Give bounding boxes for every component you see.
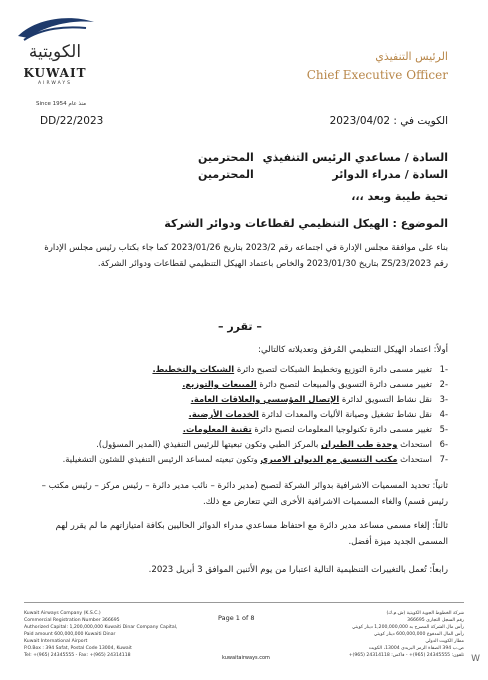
addressee-directors: السادة / مدراء الدوائر (332, 168, 448, 181)
decision-title: – تقرر – (218, 320, 262, 333)
logo-subtitle: AIRWAYS (38, 81, 72, 86)
logo-since: Since 1954 منذ عام (36, 101, 87, 107)
ceo-title-arabic: الرئيس التنفيذي (375, 50, 448, 63)
respect-assistants: المحترمين (198, 151, 254, 164)
page-number: Page 1 of 8 (218, 614, 255, 622)
reference-number: DD/22/2023 (40, 115, 104, 127)
third-clause: ثالثاً: إلغاء مسمى مساعد مدير دائرة مع احتفاظ مساعدي مدراء الدوائر الحاليين بكافة امتيازاتهم ما لم يقرر لهم المسمى الجديد ميزة أفضل. (55, 521, 448, 547)
fourth-clause: رابعاً: تُعمل بالتغييرات التنظيمية التالية اعتبارا من يوم الأثنين الموافق 3 أبريل 2023. (148, 565, 448, 575)
logo-arabic-text: الكويتية (28, 42, 82, 62)
list-item: -3نقل نشاط التسويق لدائرة الإتصال المؤسسي والعلاقات العامة. (190, 394, 448, 404)
intro-paragraph: بناء على موافقة مجلس الإدارة في اجتماعه رقم 2023/2 بتاريخ 2023/01/26 كما جاء بكتاب رئيس مجلس الإدارة رقم ZS/23/2023 بتاريخ 2023/01/30 والخاص باعتماد الهيكل التنظيمي لقطاعات ودوائر الشركة. (44, 243, 448, 269)
greeting: تحية طيبة وبعد ،،، (351, 190, 448, 203)
first-clause: أولاً: اعتماد الهيكل التنظيمي المُرفق وتعديلاته كالتالي: (258, 345, 448, 355)
changes-list (36, 362, 448, 467)
addressee-assistants: السادة / مساعدي الرئيس التنفيذي (262, 151, 448, 164)
list-item: -5تغيير مسمى دائرة تكنولوجيا المعلومات لتصبح دائرة تقنية المعلومات. (182, 424, 448, 434)
ceo-title-english: Chief Executive Officer (306, 68, 448, 82)
website: kuwaitairways.com (222, 655, 270, 661)
footer-company-info-ar: شركة الخطوط الجوية الكويتية (ش.م.ك) رقم السجل التجاري 366695 رأس مال الشركة المصرح به 1,200,000,000 دينار كويتي رأس المال المدفوع 600,000,000 دينار كويتي مطار الكويت الدولي ص.ب 394 الصفاة الرمز البريدي 13004، الكويت تلفون: 24345555 (965)+ - فاكس: 24314118 (965)+ (348, 611, 464, 658)
second-clause: ثانياً: تحديد المسميات الاشرافية بدوائر الشركة لتصبح (مدير دائرة – نائب مدير دائرة – رئيس مركز – رئيس مكتب – رئيس قسم) والغاء المسميات الاشرافية الأخرى التي تتعارض مع ذلك. (41, 481, 448, 507)
footer-divider (24, 602, 464, 603)
kuwait-airways-logo (14, 14, 94, 44)
logo-bird-icon (14, 14, 96, 44)
list-item: -6استحداث وحدة طب الطيران بالمركز الطبي وتكون تبعيتها للرئيس التنفيذي (المدير المسؤول). (96, 439, 448, 449)
corner-mark: W (471, 654, 480, 664)
letter-date: الكويت في : 2023/04/02 (329, 115, 448, 127)
list-item: -1تغيير مسمى دائرة التوزيع وتخطيط الشبكات لتصبح دائرة الشبكات والتخطيط. (152, 364, 448, 374)
footer-company-info-en: Kuwait Airways Company (K.S.C.) Commercial Registration Number 366695 Authorized Capital: 1,200,000,000 Kuwaiti Dinar Company Capital, Paid amount 600,000,000 Kuwaiti Dinar Kuwait International Airport P.O.Box : 394 Safat, Postal Code 13004, Kuwait Tel: +(965) 24345555 - Fax: +(965) 24314118 (24, 611, 178, 658)
list-item: -7استحداث مكتب التنسيق مع الديوان الاميري وتكون تبعيته لمساعد الرئيس التنفيذي للشئون التشغيلية. (62, 454, 448, 464)
logo-english-text: KUWAIT (23, 66, 87, 80)
list-item: -4نقل نشاط تشغيل وصيانة الأليات والمعدات لدائرة الخدمات الأرضية. (188, 409, 448, 419)
respect-directors: المحترمين (198, 168, 254, 181)
subject-line: الموضوع : الهيكل التنظيمي لقطاعات ودوائر الشركة (164, 217, 448, 230)
list-item: -2تغيير مسمى دائرة التسويق والمبيعات لتصبح دائرة المبيعات والتوزيع. (182, 379, 448, 389)
